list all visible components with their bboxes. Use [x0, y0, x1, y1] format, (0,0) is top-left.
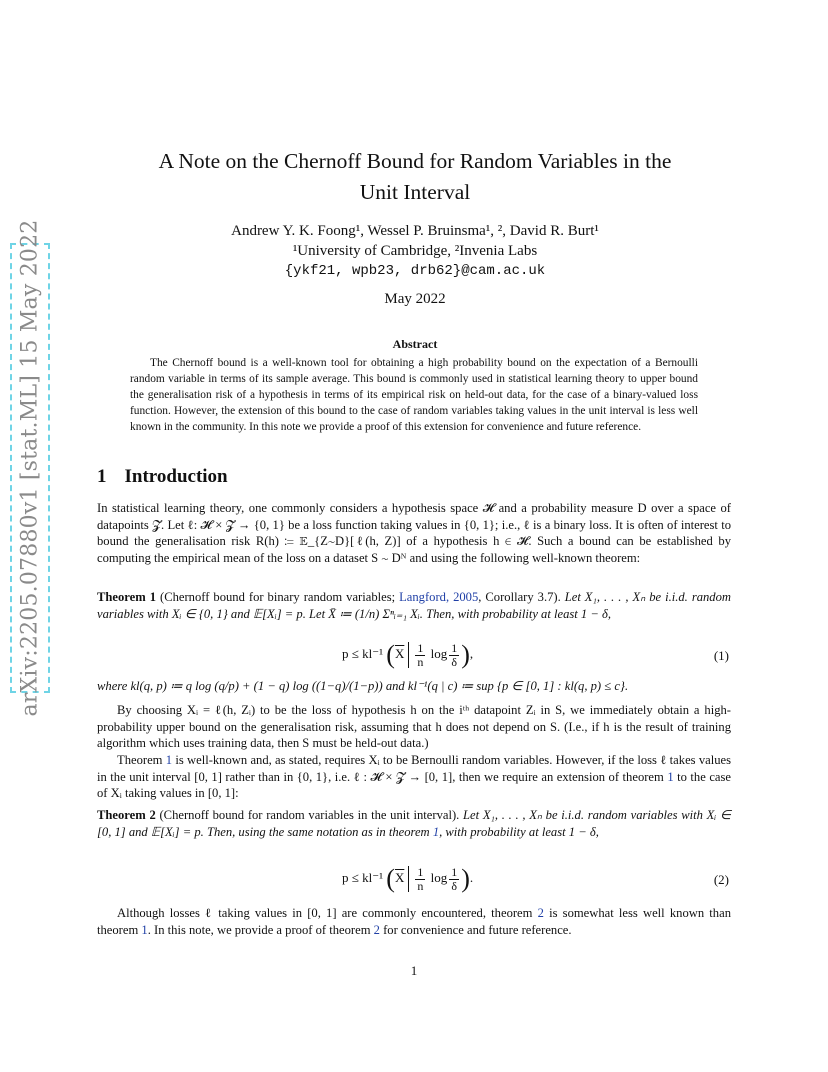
affiliations: ¹University of Cambridge, ²Invenia Labs: [292, 243, 538, 259]
abstract-text: The Chernoff bound is a well-known tool for obtaining a high probability bound on the expectation of a Bernoulli random variable in terms of its sample average. This bound is commonly used in statistical learning theory to upper bound the generalisation risk of a hypothesis in terms of its empirical risk on held-out data, for the case of a binary-valued loss function. However, the extension of this bound to the case of random variables taking values in the unit interval is less well known in the community. In this note we provide a proof of this extension for convenience and future reference.: [130, 357, 698, 433]
arxiv-identifier: arXiv:2205.07880v1 [stat.ML] 15 May 2022: [17, 219, 43, 717]
eq1-one: 1: [417, 640, 424, 655]
theorem-2-statement-post: , with probability at least 1 − δ,: [439, 824, 599, 839]
eq2-tail: .: [469, 869, 474, 885]
eq1-tail: ,: [469, 645, 474, 661]
arxiv-stamp[interactable]: [10, 219, 50, 717]
equation-2: [97, 864, 731, 898]
para3-text-c: to the case of Xᵢ taking values in [0, 1]:: [97, 769, 731, 801]
para4-text-d: for convenience and future reference.: [379, 922, 572, 937]
theorem-ref-link-1b[interactable]: 1: [667, 769, 674, 784]
section-number: 1: [97, 466, 107, 487]
title-line-2: Unit Interval: [359, 180, 471, 204]
equation-2-body: p ≤ kl⁻¹ ($\overline{X}$ $\frac{1}{n}$ log $\frac{1}{\delta}$ ).: [342, 864, 474, 893]
equation-1: [97, 640, 731, 674]
theorem-2-statement-pre: Let X₁, . . . , Xₙ be i.i.d. random variables with Xᵢ ∈ [0, 1] and 𝔼[Xᵢ] = p. Then, using the same notation as in theorem: [97, 808, 731, 839]
eq1-lhs: p ≤ kl⁻¹: [342, 645, 384, 661]
para4-text-b: is somewhat less well known than theorem: [97, 906, 731, 937]
equation-1-number: (1): [713, 648, 729, 663]
paragraph-2: By choosing Xᵢ = ℓ(h, Zᵢ) to be the loss of hypothesis h on the iᵗʰ datapoint Zᵢ in S, we immediately obtain a high-probability upper bound on the generalisation risk, assuming that h does not depend on S. (I.e., if h is the result of training algorithm which uses training data, then S must be held-out data.): [97, 703, 731, 751]
paper-date: May 2022: [384, 291, 446, 307]
para4-text-a: Although losses ℓ taking values in [0, 1] are commonly encountered, theorem: [117, 906, 538, 920]
title-line-1: A Note on the Chernoff Bound for Random Variables in the: [158, 149, 672, 173]
eq2-xbar: $\overline{X}$: [394, 869, 405, 885]
author-block: [100, 221, 730, 281]
author-names: Andrew Y. K. Foong¹, Wessel P. Bruinsma¹, ², David R. Burt¹: [231, 223, 599, 239]
theorem-ref-link-1d[interactable]: 1: [141, 922, 148, 937]
theorem-ref-link-2a[interactable]: 2: [537, 906, 544, 920]
eq1-log: log: [430, 645, 448, 661]
theorem-1: [97, 589, 731, 622]
paragraph-4: [97, 905, 731, 938]
eq2-delta: δ: [451, 878, 458, 893]
theorem-2-head: Theorem 2: [97, 808, 156, 822]
eq2-lhs: p ≤ kl⁻¹: [342, 869, 384, 885]
abstract-heading: Abstract: [392, 337, 438, 351]
para3-text-a: Theorem: [117, 753, 166, 767]
theorem-ref-link-2b[interactable]: 2: [373, 922, 380, 937]
theorem-ref-link-1a[interactable]: 1: [165, 753, 173, 767]
eq2-one-b: 1: [451, 864, 458, 879]
eq1-one-b: 1: [451, 640, 458, 655]
eq1-xbar: $\overline{X}$: [394, 645, 405, 661]
citation-link-langford[interactable]: Langford, 2005: [399, 590, 479, 604]
intro-paragraph: In statistical learning theory, one commonly considers a hypothesis space 𝓗 and a probability measure D over a space of datapoints 𝓩. Let ℓ: 𝓗 × 𝓩 → {0, 1} be a loss function taking values in {0, 1}; i.e., ℓ is a binary loss. It is often of interest to bound the generalisation risk R(h) ≔ 𝔼_{Z∼D}[ℓ(h, Z)] of a hypothesis h ∈ 𝓗. Such a bound can be established by computing the empirical mean of the loss on a dataset S ∼ Dᴺ and using the following well-known theorem:: [97, 501, 731, 565]
author-emails: {ykf21, wpb23, drb62}@cam.ac.uk: [284, 263, 546, 279]
paper-title: [100, 146, 730, 208]
eq2-one: 1: [417, 864, 424, 879]
equation-1-body: p ≤ kl⁻¹ ($\overline{X}$ $\frac{1}{n}$ log $\frac{1}{\delta}$ ),: [342, 640, 474, 669]
eq2-log: log: [430, 869, 448, 885]
theorem-ref-link-1c[interactable]: 1: [432, 824, 440, 839]
theorem-2-note: (Chernoff bound for random variables in the unit interval).: [159, 808, 460, 822]
theorem-1-note-pre: (Chernoff bound for binary random variables;: [160, 590, 400, 604]
theorem-1-note-post: , Corollary 3.7).: [478, 590, 561, 604]
equation-2-number: (2): [713, 872, 729, 887]
eq1-delta: δ: [451, 654, 458, 669]
eq1-n: n: [417, 654, 424, 669]
eq2-n: n: [417, 878, 424, 893]
kl-definition-line: where kl(q, p) ≔ q log (q/p) + (1 − q) log ((1−q)/(1−p)) and kl⁻¹(q | c) ≔ sup {p ∈ [0, 1] : kl(q, p) ≤ c}.: [97, 679, 629, 693]
page-number: 1: [410, 963, 418, 978]
theorem-1-head: Theorem 1: [97, 590, 157, 604]
paragraph-3: [97, 752, 731, 802]
para3-text-b: is well-known and, as stated, requires Xᵢ to be Bernoulli random variables. However, if the loss ℓ takes values in the unit interval [0, 1] rather than in {0, 1}, i.e. ℓ : 𝓗 × 𝓩 → [0, 1], then we require an extension of theorem: [97, 753, 732, 784]
theorem-1-statement: Let X₁, . . . , Xₙ be i.i.d. random variables with Xᵢ ∈ {0, 1} and 𝔼[Xᵢ] = p. Let X̄ ≔ (1/n) Σⁿᵢ₌₁ Xᵢ. Then, with probability at least 1 − δ,: [97, 590, 731, 621]
para4-text-c: . In this note, we provide a proof of theorem: [147, 922, 374, 937]
theorem-2: [97, 807, 731, 840]
section-title: Introduction: [124, 466, 228, 487]
section-heading: [97, 466, 228, 488]
